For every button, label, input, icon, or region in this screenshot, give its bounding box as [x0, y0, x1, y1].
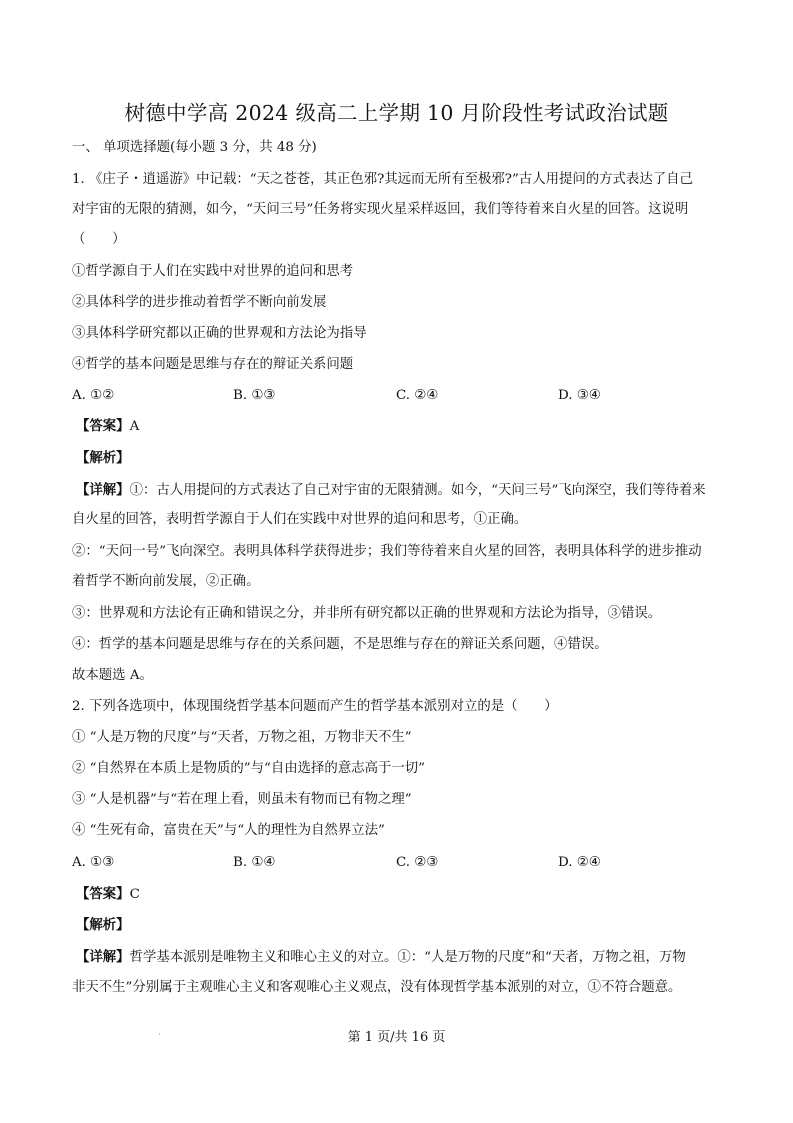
page-title: 树德中学高 2024 级高二上学期 10 月阶段性考试政治试题 — [124, 101, 669, 125]
q2-detail-line-2: 非天不生”分别属于主观唯心主义和客观唯心主义观点，没有体现哲学基本派别的对立，①不符合题意。 — [72, 980, 682, 995]
q2-answer — [76, 884, 736, 905]
q1-answer-value: A — [129, 419, 140, 434]
q1-stem-line-3: （ ） — [72, 232, 126, 247]
q2-option-c: C. ②③ — [396, 855, 439, 870]
q1-item-4: ④哲学的基本问题是思维与存在的辩证关系问题 — [72, 357, 354, 372]
q2-option-b: B. ①④ — [233, 855, 276, 870]
q2-analysis-tag: 【解析】 — [76, 917, 130, 933]
q1-conclusion: 故本题选 A。 — [72, 668, 153, 683]
q2-detail-line-1: 【详解】哲学基本派别是唯物主义和唯心主义的对立。①：“人是万物的尺度”和“天者，万物之祖，万物 — [76, 949, 686, 965]
section-heading: 一、 单项选择题(每小题 3 分，共 48 分) — [72, 140, 317, 155]
q1-detail-line-5: ③：世界观和方法论有正确和错误之分，并非所有研究都以正确的世界观和方法论为指导，③错误。 — [72, 606, 662, 621]
stray-dot: · — [158, 1030, 161, 1040]
q2-option-a: A. ①③ — [72, 855, 115, 870]
q1-item-2: ②具体科学的进步推动着哲学不断向前发展 — [72, 295, 327, 310]
q1-detail-line-6: ④：哲学的基本问题是思维与存在的关系问题，不是思维与存在的辩证关系问题，④错误。 — [72, 637, 608, 652]
q1-detail-line-3: ②：“天问一号”飞向深空。表明具体科学获得进步；我们等待着来自火星的回答，表明具体科学的进步推动 — [72, 544, 702, 559]
q1-analysis-tag: 【解析】 — [76, 450, 130, 466]
q1-stem-line-1: 1. 《庄子・逍遥游》中记载：“天之苍苍，其正色邪?其远而无所有至极邪?”古人用提问的方式表达了自己 — [72, 172, 693, 187]
q1-detail-line-2: 自火星的回答，表明哲学源自于人们在实践中对世界的追问和思考，①正确。 — [72, 512, 528, 527]
q2-stem: 2. 下列各选项中，体现围绕哲学基本问题而产生的哲学基本派别对立的是（ ） — [72, 699, 558, 714]
q1-option-a: A. ①② — [72, 388, 115, 403]
q1-option-d: D. ③④ — [558, 388, 601, 403]
q1-stem-line-2: 对宇宙的无限的猜测，如今，“天问三号”任务将实现火星采样返回，我们等待着来自火星的回答。这说明 — [72, 202, 689, 217]
q2-item-1: ① “人是万物的尺度”与“天者，万物之祖，万物非天不生” — [72, 730, 412, 745]
q2-detail-tag: 【详解】 — [76, 949, 130, 965]
q2-item-2: ② “自然界在本质上是物质的”与“自由选择的意志高于一切” — [72, 761, 426, 776]
q1-detail-line-1: 【详解】①：古人用提问的方式表达了自己对宇宙的无限猜测。如今，“天问三号”飞向深空，我们等待着来 — [76, 482, 706, 498]
q1-detail-tag: 【详解】 — [76, 482, 130, 498]
q2-answer-tag: 【答案】 — [76, 886, 130, 902]
q1-answer — [76, 416, 736, 437]
q2-item-3: ③ “人是机器”与“若在理上看，则虽未有物而已有物之理” — [72, 792, 412, 807]
q1-item-1: ①哲学源自于人们在实践中对世界的追问和思考 — [72, 264, 354, 279]
q2-item-4: ④ “生死有命，富贵在天”与“人的理性为自然界立法” — [72, 823, 385, 838]
q1-option-b: B. ①③ — [233, 388, 276, 403]
page-footer: 第 1 页/共 16 页 — [347, 1030, 446, 1045]
q1-option-c: C. ②④ — [396, 388, 439, 403]
q1-detail-line-4: 着哲学不断向前发展，②正确。 — [72, 574, 260, 589]
q2-answer-value: C — [129, 887, 140, 902]
q2-option-d: D. ②④ — [558, 855, 601, 870]
q1-answer-tag: 【答案】 — [76, 418, 130, 434]
q1-item-3: ③具体科学研究都以正确的世界观和方法论为指导 — [72, 326, 367, 341]
